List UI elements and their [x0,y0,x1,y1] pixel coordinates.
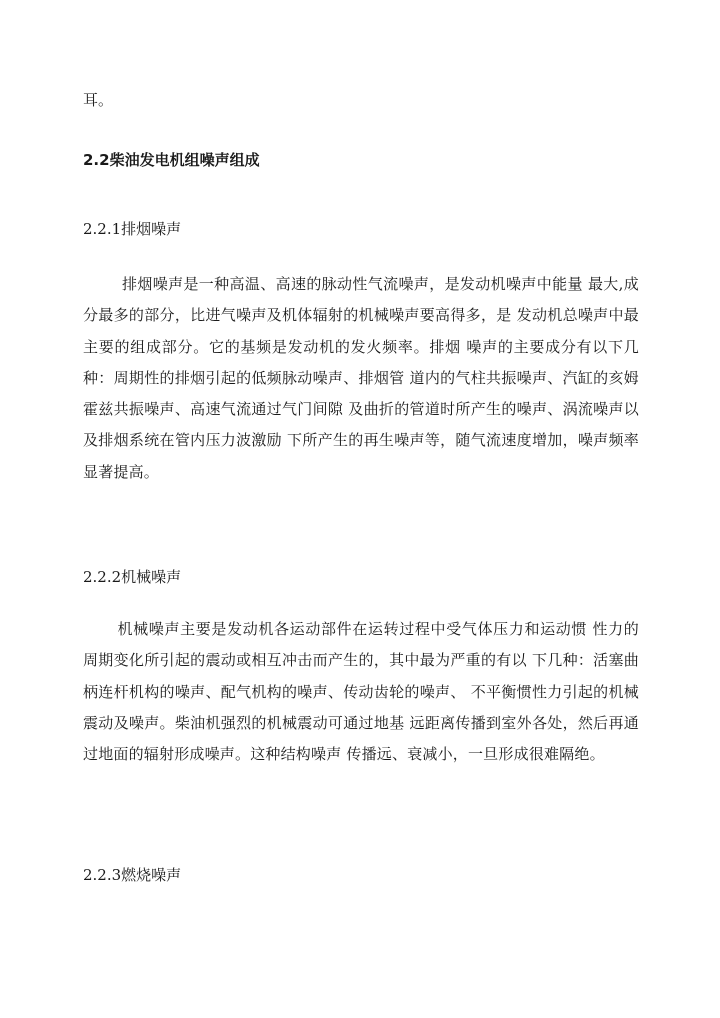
paragraph-exhaust-noise: 排烟噪声是一种高温、高速的脉动性气流噪声，是发动机噪声中能量 最大,成分最多的部分，比进气噪声及机体辐射的机械噪声要高得多，是 发动机总噪声中最主要的组成部分。它的基频是发动机的发火频率。排烟 噪声的主要成分有以下几种：周期性的排烟引起的低频脉动噪声、排烟管 道内的气柱共振噪声、汽缸的亥姆霍兹共振噪声、高速气流通过气门间隙 及曲折的管道时所产生的噪声、涡流噪声以及排烟系统在管内压力波激励 下所产生的再生噪声等，随气流速度增加，噪声频率显著提高。 [83,275,639,481]
subsection-title-mechanical: 2.2.2机械噪声 [83,568,182,586]
paragraph-mechanical-noise: 机械噪声主要是发动机各运动部件在运转过程中受气体压力和运动惯 性力的周期变化所引起的震动或相互冲击而产生的，其中最为严重的有以 下几种：活塞曲柄连杆机构的噪声、配气机构的噪声、传动齿轮的噪声、 不平衡惯性力引起的机械震动及噪声。柴油机强烈的机械震动可通过地基 远距离传播到室外各处，然后再通过地面的辐射形成噪声。这种结构噪声 传播远、衰减小，一旦形成很难隔绝。 [83,620,639,764]
lead-fragment: 耳。 [83,91,114,109]
section-heading: 2.2柴油发电机组噪声组成 [83,151,260,169]
subsection-title-combustion: 2.2.3燃烧噪声 [83,866,182,884]
subsection-title-exhaust: 2.2.1排烟噪声 [83,220,182,238]
